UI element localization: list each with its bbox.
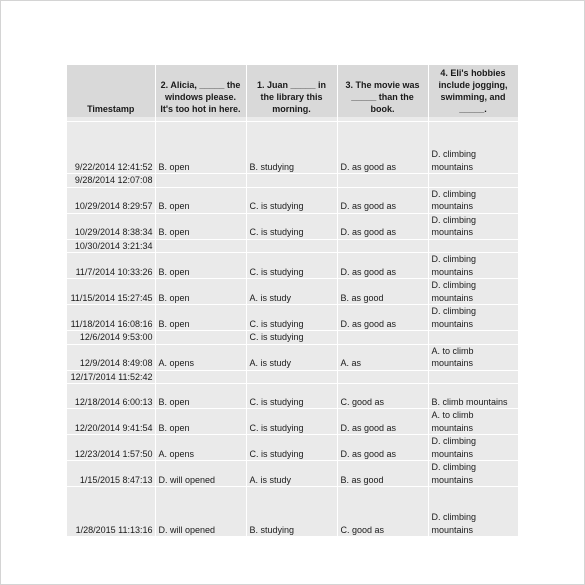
q4-answer-cell[interactable]: B. climb mountains [428,384,518,409]
q3-answer-cell[interactable]: D. as good as [337,253,428,279]
q4-answer-cell[interactable]: D. climbing mountains [428,253,518,279]
table-row[interactable] [67,253,518,279]
table-body [67,117,518,537]
table-row[interactable] [67,461,518,487]
table-row[interactable] [67,213,518,239]
column-header-q3[interactable]: 3. The movie was _____ than the book. [337,65,428,117]
q4-answer-cell[interactable]: D. climbing mountains [428,187,518,213]
q1-answer-cell[interactable]: A. is study [246,344,337,370]
column-header-timestamp[interactable]: Timestamp [67,65,155,117]
q4-answer-cell[interactable]: D. climbing mountains [428,122,518,174]
q3-answer-cell[interactable]: D. as good as [337,409,428,435]
q4-answer-cell[interactable] [428,239,518,253]
timestamp-cell[interactable]: 11/18/2014 16:08:16 [67,305,155,331]
q3-answer-cell[interactable] [337,370,428,384]
timestamp-cell[interactable]: 12/17/2014 11:52:42 [67,370,155,384]
timestamp-cell[interactable]: 12/18/2014 6:00:13 [67,384,155,409]
timestamp-cell[interactable]: 11/15/2014 15:27:45 [67,279,155,305]
timestamp-cell[interactable]: 12/20/2014 9:41:54 [67,409,155,435]
q3-answer-cell[interactable] [337,239,428,253]
table-row[interactable] [67,344,518,370]
q2-answer-cell[interactable]: D. will opened [155,487,246,537]
q2-answer-cell[interactable]: A. opens [155,344,246,370]
q1-answer-cell[interactable]: C. is studying [246,305,337,331]
q3-answer-cell[interactable]: D. as good as [337,187,428,213]
q3-answer-cell[interactable] [337,331,428,345]
q3-answer-cell[interactable]: C. good as [337,487,428,537]
q2-answer-cell[interactable]: B. open [155,253,246,279]
timestamp-cell[interactable]: 10/30/2014 3:21:34 [67,239,155,253]
q1-answer-cell[interactable] [246,370,337,384]
q4-answer-cell[interactable] [428,174,518,188]
q2-answer-cell[interactable]: B. open [155,122,246,174]
table-row[interactable] [67,435,518,461]
q2-answer-cell[interactable] [155,370,246,384]
q2-answer-cell[interactable]: B. open [155,187,246,213]
q2-answer-cell[interactable] [155,239,246,253]
q3-answer-cell[interactable]: C. good as [337,384,428,409]
q2-answer-cell[interactable]: A. opens [155,435,246,461]
table-row[interactable] [67,122,518,174]
q1-answer-cell[interactable]: B. studying [246,487,337,537]
q1-answer-cell[interactable]: A. is study [246,461,337,487]
column-header-q1[interactable]: 1. Juan _____ in the library this morning. [246,65,337,117]
timestamp-cell[interactable]: 12/9/2014 8:49:08 [67,344,155,370]
table-row[interactable] [67,239,518,253]
column-header-q4[interactable]: 4. Eli's hobbies include jogging, swimming, and _____. [428,65,518,117]
q4-answer-cell[interactable]: A. to climb mountains [428,409,518,435]
q4-answer-cell[interactable]: D. climbing mountains [428,435,518,461]
q1-answer-cell[interactable]: C. is studying [246,331,337,345]
responses-table [67,65,519,537]
q4-answer-cell[interactable] [428,331,518,345]
q4-answer-cell[interactable]: D. climbing mountains [428,213,518,239]
q2-answer-cell[interactable]: B. open [155,305,246,331]
header-row [67,65,518,117]
q4-answer-cell[interactable]: D. climbing mountains [428,279,518,305]
q1-answer-cell[interactable]: B. studying [246,122,337,174]
q3-answer-cell[interactable] [337,174,428,188]
q2-answer-cell[interactable]: D. will opened [155,461,246,487]
timestamp-cell[interactable]: 12/6/2014 9:53:00 [67,331,155,345]
table-row[interactable] [67,487,518,537]
q1-answer-cell[interactable]: C. is studying [246,409,337,435]
timestamp-cell[interactable]: 9/28/2014 12:07:08 [67,174,155,188]
q4-answer-cell[interactable]: D. climbing mountains [428,487,518,537]
q2-answer-cell[interactable]: B. open [155,213,246,239]
q1-answer-cell[interactable]: C. is studying [246,435,337,461]
timestamp-cell[interactable]: 10/29/2014 8:29:57 [67,187,155,213]
table-row[interactable] [67,331,518,345]
q3-answer-cell[interactable]: D. as good as [337,435,428,461]
q1-answer-cell[interactable] [246,174,337,188]
q4-answer-cell[interactable]: A. to climb mountains [428,344,518,370]
q2-answer-cell[interactable] [155,331,246,345]
q2-answer-cell[interactable]: B. open [155,384,246,409]
q1-answer-cell[interactable]: C. is studying [246,384,337,409]
q4-answer-cell[interactable]: D. climbing mountains [428,305,518,331]
q1-answer-cell[interactable]: A. is study [246,279,337,305]
q1-answer-cell[interactable] [246,239,337,253]
q3-answer-cell[interactable]: D. as good as [337,122,428,174]
q3-answer-cell[interactable]: B. as good [337,279,428,305]
column-header-q2[interactable]: 2. Alicia, _____ the windows please. It's too hot in here. [155,65,246,117]
table-row[interactable] [67,409,518,435]
table-row[interactable] [67,279,518,305]
q2-answer-cell[interactable]: B. open [155,409,246,435]
timestamp-cell[interactable]: 1/28/2015 11:13:16 [67,487,155,537]
timestamp-cell[interactable]: 10/29/2014 8:38:34 [67,213,155,239]
q1-answer-cell[interactable]: C. is studying [246,213,337,239]
table-row[interactable] [67,384,518,409]
q1-answer-cell[interactable]: C. is studying [246,187,337,213]
timestamp-cell[interactable]: 1/15/2015 8:47:13 [67,461,155,487]
q4-answer-cell[interactable] [428,370,518,384]
q1-answer-cell[interactable]: C. is studying [246,253,337,279]
table-row[interactable] [67,174,518,188]
q3-answer-cell[interactable]: A. as [337,344,428,370]
table-row[interactable] [67,370,518,384]
table-row[interactable] [67,187,518,213]
q3-answer-cell[interactable]: B. as good [337,461,428,487]
q3-answer-cell[interactable]: D. as good as [337,213,428,239]
q2-answer-cell[interactable] [155,174,246,188]
table-row[interactable] [67,305,518,331]
q4-answer-cell[interactable]: D. climbing mountains [428,461,518,487]
q3-answer-cell[interactable]: D. as good as [337,305,428,331]
timestamp-cell[interactable]: 12/23/2014 1:57:50 [67,435,155,461]
timestamp-cell[interactable]: 11/7/2014 10:33:26 [67,253,155,279]
q2-answer-cell[interactable]: B. open [155,279,246,305]
timestamp-cell[interactable]: 9/22/2014 12:41:52 [67,122,155,174]
